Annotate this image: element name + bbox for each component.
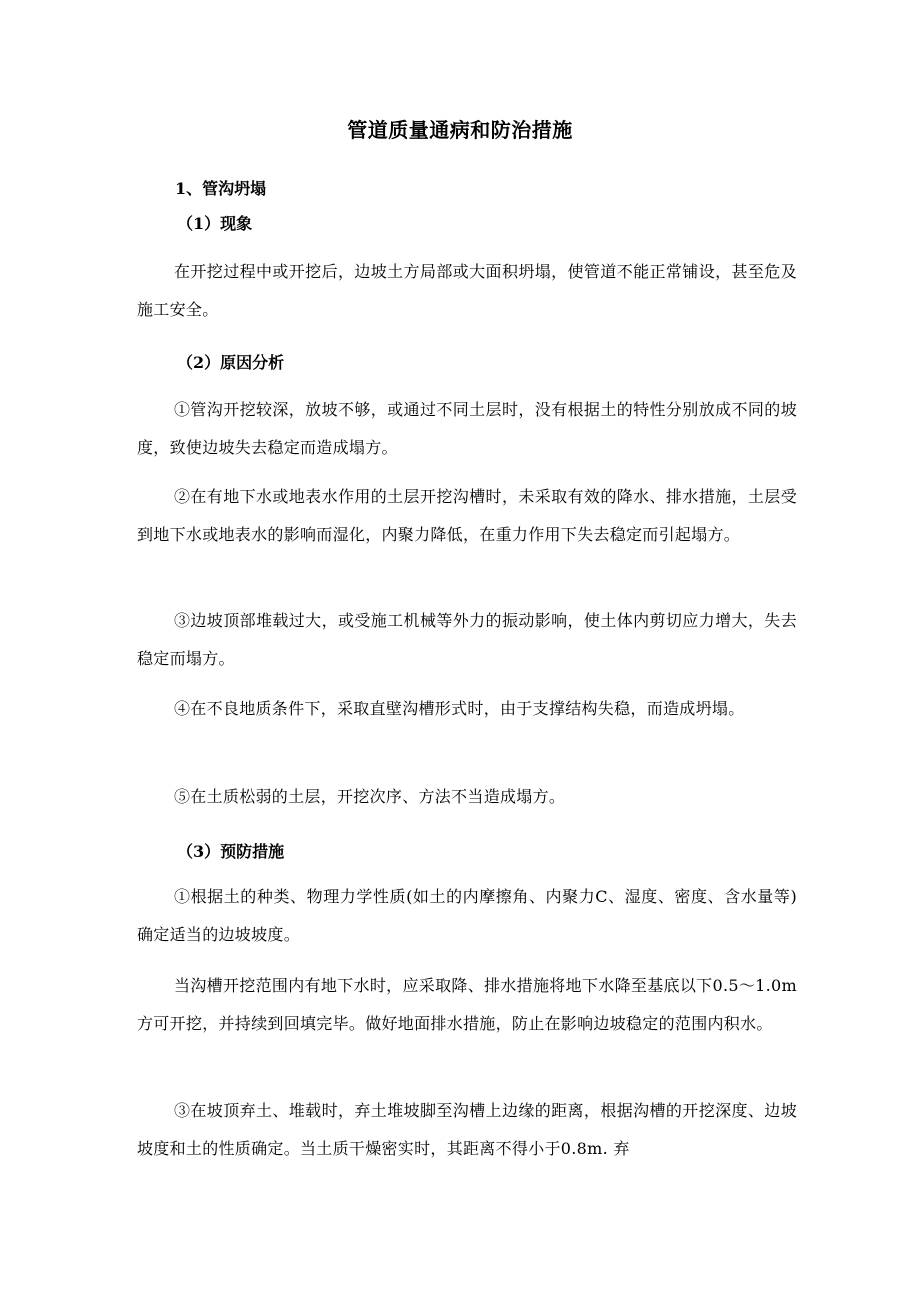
paragraph: ③在坡顶弃土、堆载时，弃土堆坡脚至沟槽上边缘的距离，根据沟槽的开挖深度、边坡坡度和土的性质确定。当土质干燥密实时，其距离不得小于0.8m. 弃: [137, 1101, 797, 1158]
subsection-heading: （1）现象: [177, 214, 253, 233]
paragraph: ①管沟开挖较深，放坡不够，或通过不同土层时，没有根据土的特性分别放成不同的坡度，致使边坡失去稳定而造成塌方。: [137, 400, 797, 457]
paragraph: ①根据土的种类、物理力学性质(如土的内摩擦角、内聚力C、湿度、密度、含水量等)确定适当的边坡坡度。: [137, 887, 797, 944]
paragraph: 在开挖过程中或开挖后，边坡土方局部或大面积坍塌，使管道不能正常铺设，甚至危及施工安全。: [137, 262, 797, 319]
paragraph: 当沟槽开挖范围内有地下水时，应采取降、排水措施将地下水降至基底以下0.5～1.0m方可开挖，并持续到回填完毕。做好地面排水措施，防止在影响边坡稳定的范围内积水。: [137, 976, 797, 1033]
section-heading: 1、管沟坍塌: [175, 179, 267, 198]
subsection-heading: （3）预防措施: [177, 842, 285, 861]
subsection-heading: （2）原因分析: [177, 353, 285, 372]
paragraph: ③边坡顶部堆载过大，或受施工机械等外力的振动影响，使土体内剪切应力增大，失去稳定而塌方。: [137, 611, 797, 668]
paragraph: ④在不良地质条件下，采取直壁沟槽形式时，由于支撑结构失稳，而造成坍塌。: [174, 699, 745, 718]
document-title: 管道质量通病和防治措施: [347, 118, 573, 142]
paragraph: ②在有地下水或地表水作用的土层开挖沟槽时，未采取有效的降水、排水措施，土层受到地下水或地表水的影响而湿化，内聚力降低，在重力作用下失去稳定而引起塌方。: [137, 487, 797, 544]
paragraph: ⑤在土质松弱的土层，开挖次序、方法不当造成塌方。: [174, 787, 566, 806]
